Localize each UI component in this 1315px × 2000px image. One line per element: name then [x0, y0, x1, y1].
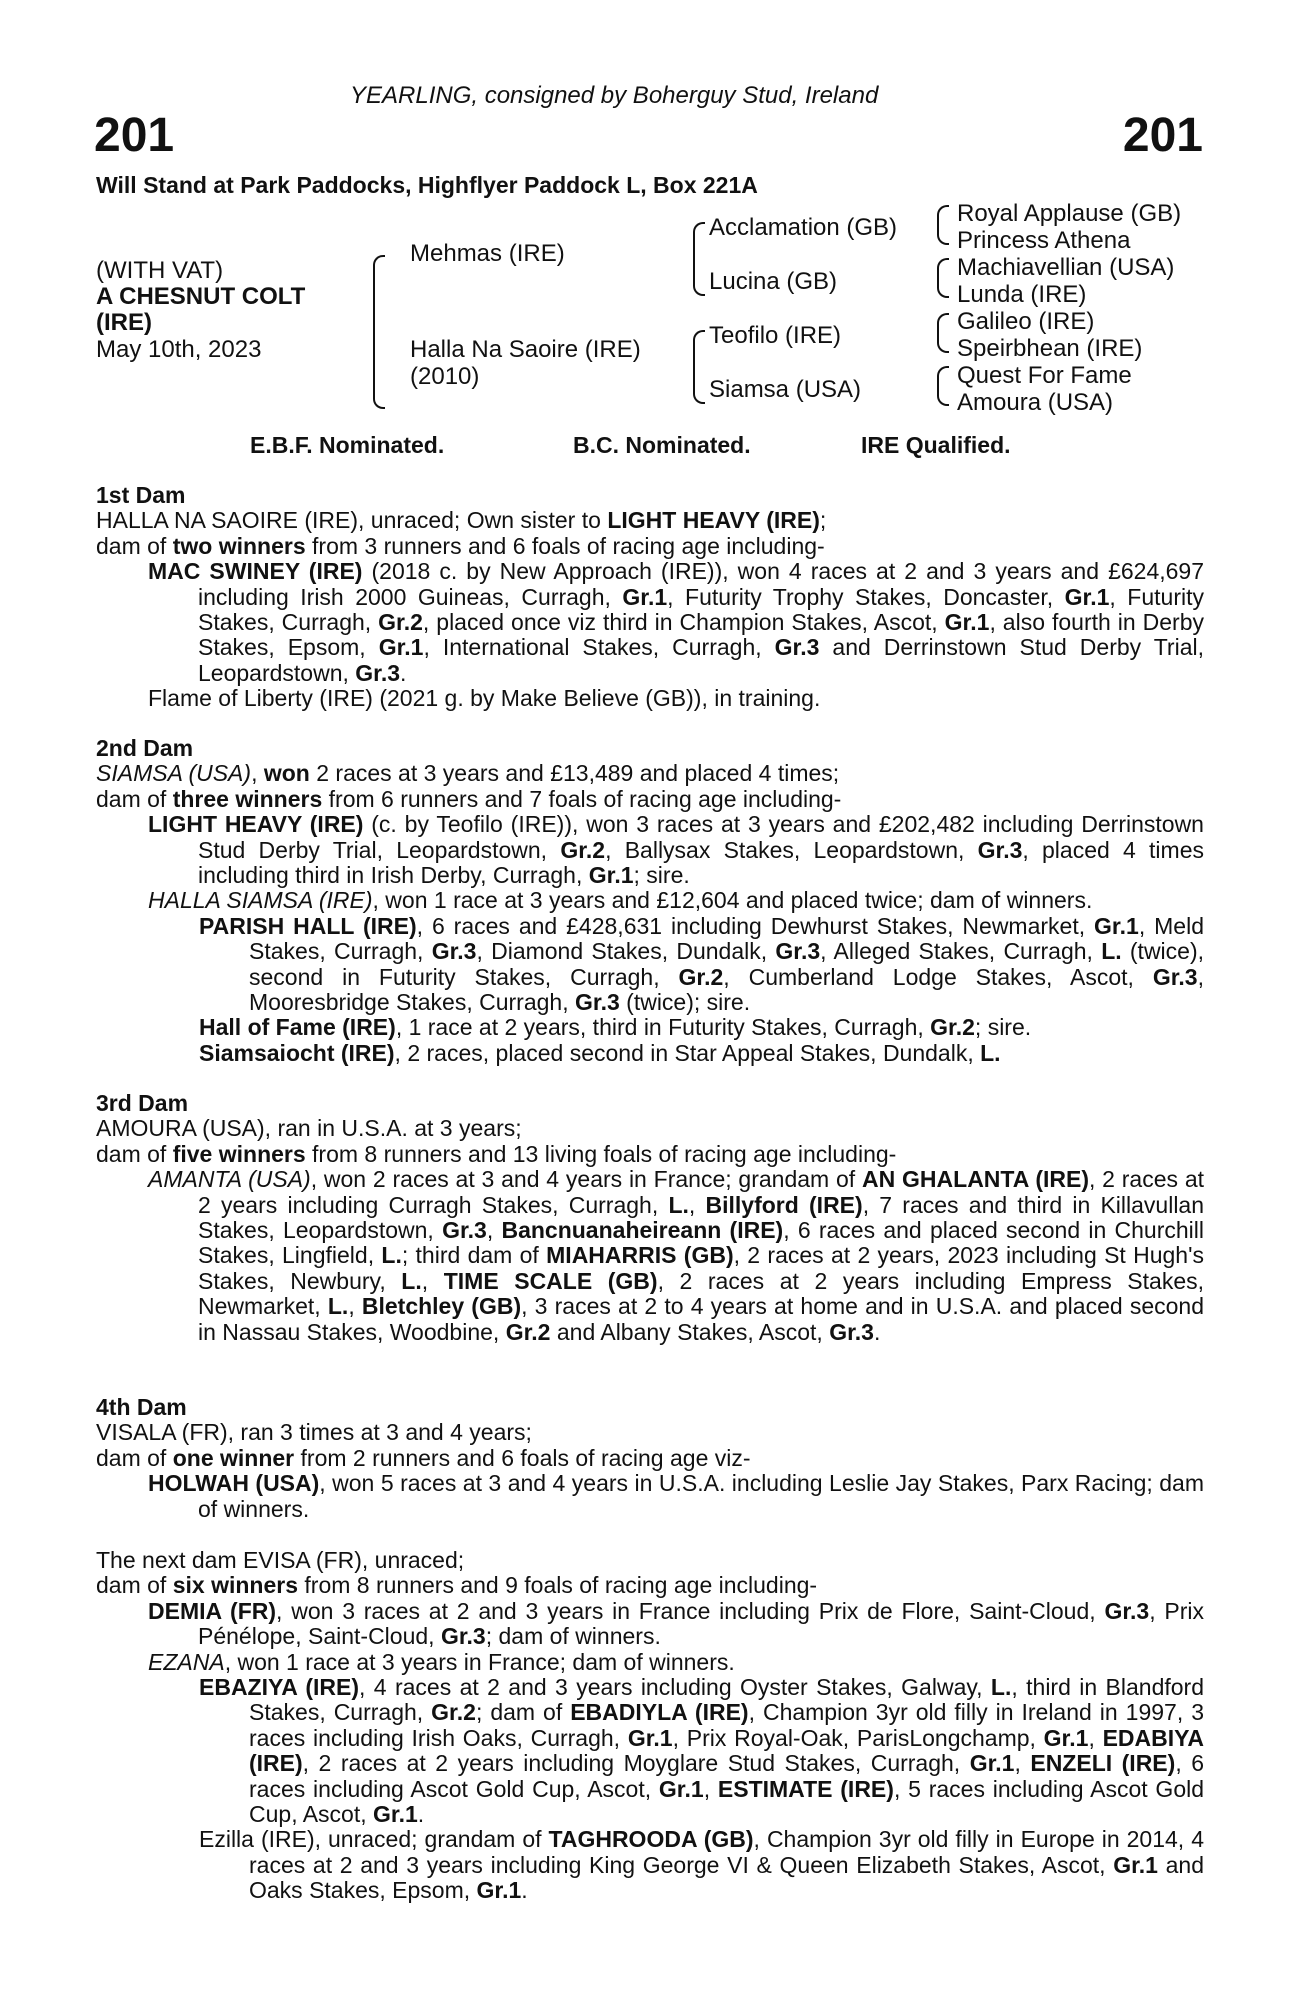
great-grandparent-8: Amoura (USA) — [957, 389, 1114, 416]
first-dam-produce-line: dam of two winners from 3 runners and 6 foals of racing age including- — [96, 532, 825, 559]
third-dam-produce-line: dam of five winners from 8 runners and 13 living foals of racing age including- — [96, 1140, 897, 1167]
produce-entry: EZANA, won 1 race at 3 years in France; dam of winners. — [148, 1648, 735, 1675]
ire-qualified: IRE Qualified. — [861, 432, 1011, 458]
pedigree-brace-3b — [937, 258, 949, 298]
pedigree-brace-2b — [693, 330, 705, 404]
foaling-date: May 10th, 2023 — [96, 336, 262, 363]
great-grandparent-3: Machiavellian (USA) — [957, 254, 1175, 281]
vat-note: (WITH VAT) — [96, 257, 224, 284]
third-dam-heading: 3rd Dam — [96, 1090, 189, 1116]
first-dam-section — [96, 483, 1204, 712]
produce-entry: Flame of Liberty (IRE) (2021 g. by Make Believe (GB)), in training. — [148, 685, 821, 712]
pedigree-brace-3a — [937, 205, 949, 245]
great-grandparent-2: Princess Athena — [957, 227, 1131, 254]
fourth-dam-section — [96, 1395, 1204, 1522]
produce-entry: Siamsaiocht (IRE), 2 races, placed second in Star Appeal Stakes, Dundalk, L. — [199, 1039, 1001, 1066]
dam-sire-name: Teofilo (IRE) — [709, 322, 842, 349]
second-dam-produce-line: dam of three winners from 6 runners and 7 foals of racing age including- — [96, 785, 842, 812]
fourth-dam-produce-line: dam of one winner from 2 runners and 6 foals of racing age viz- — [96, 1444, 751, 1471]
second-dam-heading: 2nd Dam — [96, 735, 194, 761]
sire-dam-name: Lucina (GB) — [709, 268, 838, 295]
great-grandparent-1: Royal Applause (GB) — [957, 200, 1182, 227]
first-dam-line: HALLA NA SAOIRE (IRE), unraced; Own sister to LIGHT HEAVY (IRE); — [96, 507, 827, 534]
produce-entry: Hall of Fame (IRE), 1 race at 2 years, third in Futurity Stakes, Curragh, Gr.2; sire. — [199, 1014, 1032, 1041]
pedigree-brace-2a — [693, 222, 705, 296]
lot-number-right: 201 — [1122, 109, 1203, 162]
horse-origin: (IRE) — [96, 309, 152, 336]
pedigree-brace-3c — [937, 313, 949, 353]
first-dam-heading: 1st Dam — [96, 482, 186, 508]
ebf-nominated: E.B.F. Nominated. — [250, 432, 445, 458]
stand-location: Will Stand at Park Paddocks, Highflyer Paddock L, Box 221A — [96, 172, 758, 198]
produce-entry: HOLWAH (USA), won 5 races at 3 and 4 years in U.S.A. including Leslie Jay Stakes, Parx Racing; dam of winners. — [148, 1470, 1204, 1522]
sire-name: Mehmas (IRE) — [410, 240, 565, 267]
consignment-line: YEARLING, consigned by Boherguy Stud, Ireland — [350, 82, 879, 109]
great-grandparent-6: Speirbhean (IRE) — [957, 335, 1143, 362]
bc-nominated: B.C. Nominated. — [573, 432, 751, 458]
sire-sire-name: Acclamation (GB) — [709, 214, 898, 241]
pedigree-brace-3d — [937, 366, 949, 406]
produce-entry: Ezilla (IRE), unraced; grandam of TAGHROODA (GB), Champion 3yr old filly in Europe in 2014, 4 races at 2 and 3 years including King George VI & Queen Elizabeth Stakes, Ascot, Gr.1 and Oaks Stakes, Epsom, Gr.1. — [199, 1826, 1205, 1904]
great-grandparent-5: Galileo (IRE) — [957, 308, 1095, 335]
great-grandparent-4: Lunda (IRE) — [957, 281, 1087, 308]
produce-entry: LIGHT HEAVY (IRE) (c. by Teofilo (IRE)), won 3 races at 3 years and £202,482 including Derrinstown Stud Derby Trial, Leopardstown, Gr.2, Ballysax Stakes, Leopardstown, Gr.3, placed 4 times including third in Irish Derby, Curragh, Gr.1; sire. — [148, 811, 1204, 889]
next-dam-section — [96, 1548, 1204, 1904]
dam-year: (2010) — [410, 363, 480, 390]
lot-number-left: 201 — [94, 109, 175, 162]
produce-entry: MAC SWINEY (IRE) (2018 c. by New Approach (IRE)), won 4 races at 2 and 3 years and £624,697 including Irish 2000 Guineas, Curragh, Gr.1, Futurity Trophy Stakes, Doncaster, Gr.1, Futurity Stakes, Curragh, Gr.2, placed once viz third in Champion Stakes, Ascot, Gr.1, also fourth in Derby Stakes, Epsom, Gr.1, International Stakes, Curragh, Gr.3 and Derrinstown Stud Derby Trial, Leopardstown, Gr.3. — [148, 558, 1204, 686]
produce-entry: DEMIA (FR), won 3 races at 2 and 3 years in France including Prix de Flore, Saint-Cloud, Gr.3, Prix Pénélope, Saint-Cloud, Gr.3; dam of winners. — [148, 1597, 1205, 1650]
produce-entry: PARISH HALL (IRE), 6 races and £428,631 including Dewhurst Stakes, Newmarket, Gr.1, Meld Stakes, Curragh, Gr.3, Diamond Stakes, Dundalk, Gr.3, Alleged Stakes, Curragh, L. (twice), second in Futurity Stakes, Curragh, Gr.2, Cumberland Lodge Stakes, Ascot, Gr.3, Mooresbridge Stakes, Curragh, Gr.3 (twice); sire. — [199, 912, 1204, 1016]
pedigree-brace-1 — [373, 255, 385, 409]
third-dam-section — [96, 1091, 1204, 1345]
fourth-dam-heading: 4th Dam — [96, 1394, 187, 1420]
next-dam-line: The next dam EVISA (FR), unraced; — [96, 1547, 465, 1573]
dam-name: Halla Na Saoire (IRE) — [410, 336, 641, 363]
produce-entry: EBAZIYA (IRE), 4 races at 2 and 3 years including Oyster Stakes, Galway, L., third in Blandford Stakes, Curragh, Gr.2; dam of EBADIYLA (IRE), Champion 3yr old filly in Ireland in 1997, 3 races including Irish Oaks, Curragh, Gr.1, Prix Royal-Oak, ParisLongchamp, Gr.1, EDABIYA (IRE), 2 races at 2 years including Moyglare Stud Stakes, Curragh, Gr.1, ENZELI (IRE), 6 races including Ascot Gold Cup, Ascot, Gr.1, ESTIMATE (IRE), 5 races including Ascot Gold Cup, Ascot, Gr.1. — [199, 1674, 1205, 1828]
horse-name: A CHESNUT COLT — [96, 283, 306, 310]
second-dam-section — [96, 736, 1204, 1066]
next-dam-produce-line: dam of six winners from 8 runners and 9 foals of racing age including- — [96, 1572, 818, 1599]
third-dam-line: AMOURA (USA), ran in U.S.A. at 3 years; — [96, 1115, 522, 1142]
produce-entry: AMANTA (USA), won 2 races at 3 and 4 years in France; grandam of AN GHALANTA (IRE), 2 races at 2 years including Curragh Stakes, Curragh, L., Billyford (IRE), 7 races and third in Killavullan Stakes, Leopardstown, Gr.3, Bancnuanaheireann (IRE), 6 races and placed second in Churchill Stakes, Lingfield, L.; third dam of MIAHARRIS (GB), 2 races at 2 years, 2023 including St Hugh's Stakes, Newbury, L., TIME SCALE (GB), 2 races at 2 years including Empress Stakes, Newmarket, L., Bletchley (GB), 3 races at 2 to 4 years at home and in U.S.A. and placed second in Nassau Stakes, Woodbine, Gr.2 and Albany Stakes, Ascot, Gr.3. — [148, 1166, 1205, 1345]
fourth-dam-line: VISALA (FR), ran 3 times at 3 and 4 years; — [96, 1419, 532, 1446]
produce-entry: HALLA SIAMSA (IRE), won 1 race at 3 years and £12,604 and placed twice; dam of winners. — [148, 887, 1093, 914]
second-dam-line: SIAMSA (USA), won 2 races at 3 years and £13,489 and placed 4 times; — [96, 760, 840, 787]
dam-dam-name: Siamsa (USA) — [709, 376, 862, 403]
great-grandparent-7: Quest For Fame — [957, 362, 1132, 389]
